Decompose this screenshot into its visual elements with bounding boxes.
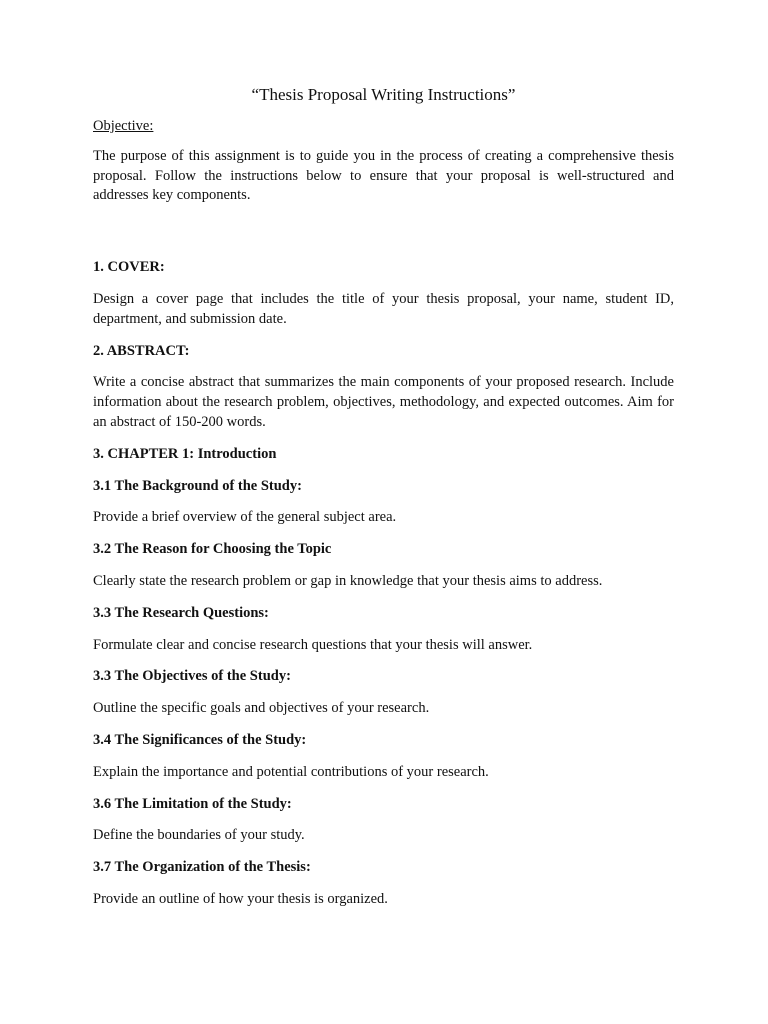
document-title: “Thesis Proposal Writing Instructions” bbox=[251, 85, 516, 104]
section-body: Provide a brief overview of the general subject area. bbox=[93, 509, 397, 526]
section-body: Design a cover page that includes the title of your thesis proposal, your name, student ID, department, and submission date. bbox=[93, 290, 674, 327]
section-heading: 3.6 The Limitation of the Study: bbox=[93, 795, 292, 812]
objective-label: Objective: bbox=[93, 118, 154, 134]
section-heading: 3. CHAPTER 1: Introduction bbox=[93, 445, 277, 462]
section-heading: 3.2 The Reason for Choosing the Topic bbox=[93, 541, 332, 558]
section-body: Clearly state the research problem or gap in knowledge that your thesis aims to address. bbox=[93, 572, 603, 589]
section-organization bbox=[93, 858, 674, 910]
section-background bbox=[93, 477, 674, 529]
section-body: Define the boundaries of your study. bbox=[93, 827, 305, 844]
document-page bbox=[93, 84, 674, 922]
section-heading: 3.3 The Objectives of the Study: bbox=[93, 668, 291, 685]
section-body: Explain the importance and potential contributions of your research. bbox=[93, 763, 489, 780]
section-objectives bbox=[93, 667, 674, 719]
section-body: Write a concise abstract that summarizes the main components of your proposed research. Include information about the research problem, objectives, methodology, and expected outcomes. Aim for an abstract of 150-200 words. bbox=[93, 374, 674, 430]
section-chapter-1 bbox=[93, 445, 674, 465]
section-reason bbox=[93, 540, 674, 592]
section-body: Provide an outline of how your thesis is organized. bbox=[93, 890, 388, 907]
section-heading: 3.4 The Significances of the Study: bbox=[93, 731, 307, 748]
section-heading: 3.1 The Background of the Study: bbox=[93, 477, 302, 494]
section-cover bbox=[93, 258, 674, 329]
section-research-questions bbox=[93, 604, 674, 656]
intro-paragraph: The purpose of this assignment is to guide you in the process of creating a comprehensive thesis proposal. Follow the instructions below to ensure that your proposal is well-structured and addresses key components. bbox=[93, 147, 674, 204]
section-heading: 1. COVER: bbox=[93, 259, 165, 276]
section-body: Formulate clear and concise research questions that your thesis will answer. bbox=[93, 636, 533, 653]
section-heading: 2. ABSTRACT: bbox=[93, 342, 190, 359]
section-body: Outline the specific goals and objectives of your research. bbox=[93, 700, 430, 717]
section-significances bbox=[93, 731, 674, 783]
section-heading: 3.3 The Research Questions: bbox=[93, 604, 269, 621]
section-limitation bbox=[93, 795, 674, 847]
section-heading: 3.7 The Organization of the Thesis: bbox=[93, 859, 311, 876]
section-abstract bbox=[93, 342, 674, 433]
